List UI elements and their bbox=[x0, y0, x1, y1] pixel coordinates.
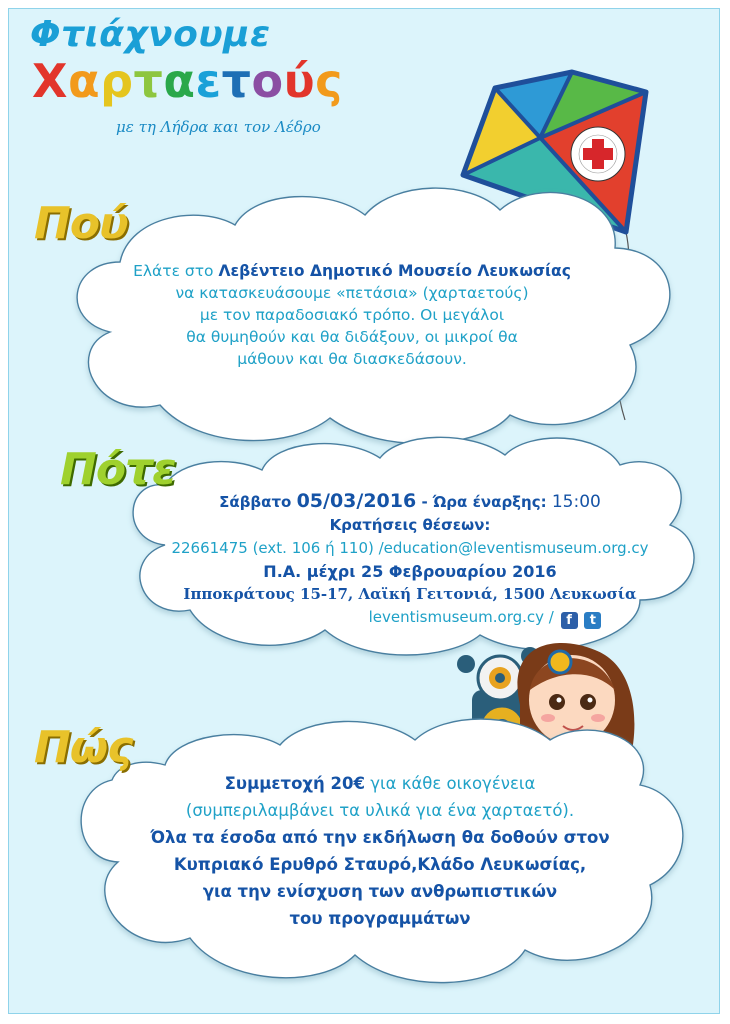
how-line6: του προγραμμάτων bbox=[289, 909, 471, 928]
logo-letter: τ bbox=[221, 54, 252, 108]
logo-letter: ύ bbox=[283, 54, 316, 108]
how-line4: Κυπριακό Ερυθρό Σταυρό,Κλάδο Λευκωσίας, bbox=[173, 855, 587, 874]
logo-letter: ο bbox=[251, 54, 284, 108]
where-text bbox=[112, 260, 592, 370]
how-text bbox=[120, 770, 640, 932]
address: Ιπποκράτους 15-17, Λαϊκή Γειτονιά, 1500 Λευκωσία bbox=[183, 585, 637, 603]
event-date: 05/03/2016 bbox=[296, 490, 417, 512]
booking-deadline: Π.Α. μέχρι 25 Φεβρουαρίου 2016 bbox=[263, 562, 557, 581]
bookings-label: Κρατήσεις θέσεων: bbox=[329, 516, 491, 534]
logo-title-line1: Φτιάχνουμε bbox=[30, 14, 271, 55]
flower-hair-clip-icon bbox=[549, 651, 571, 673]
logo-letter: ρ bbox=[100, 54, 134, 108]
heading-how: Πώς bbox=[34, 722, 133, 773]
website-line bbox=[150, 606, 670, 629]
where-line1: Ελάτε στο Λεβέντειο Δημοτικό Μουσείο Λευκωσίας bbox=[133, 262, 571, 280]
logo-title-line2 bbox=[32, 54, 343, 108]
logo-letter: α bbox=[67, 54, 101, 108]
event-time: 15:00 bbox=[551, 492, 601, 512]
where-line2: να κατασκευάσουμε «πετάσια» (χαρταετούς) bbox=[175, 284, 529, 302]
website-link[interactable]: leventismuseum.org.cy / bbox=[368, 608, 559, 626]
logo-letter: α bbox=[163, 54, 196, 108]
when-date-line: Σάββατο 05/03/2016 - Ώρα έναρξης: 15:00 bbox=[219, 490, 601, 512]
heading-where: Πού bbox=[34, 198, 128, 249]
facebook-icon[interactable]: f bbox=[561, 612, 578, 629]
red-cross-badge bbox=[571, 127, 625, 181]
twitter-icon[interactable]: t bbox=[584, 612, 601, 629]
when-text bbox=[150, 490, 670, 629]
museum-name: Λεβέντειο Δημοτικό Μουσείο Λευκωσίας bbox=[218, 262, 571, 280]
logo-letter: ε bbox=[195, 54, 222, 108]
where-line5: μάθουν και θα διασκεδάσουν. bbox=[237, 350, 467, 368]
where-line4: θα θυμηθούν και θα διδάξουν, οι μικροί θα bbox=[186, 328, 518, 346]
participation-fee: Συμμετοχή 20€ bbox=[224, 774, 365, 793]
how-line3: Όλα τα έσοδα από την εκδήλωση θα δοθούν στον bbox=[150, 828, 610, 847]
heading-when: Πότε bbox=[60, 444, 176, 495]
logo-letter: τ bbox=[133, 54, 164, 108]
logo-letter: Χ bbox=[32, 54, 68, 108]
how-line1: Συμμετοχή 20€ για κάθε οικογένεια bbox=[224, 774, 536, 793]
how-line5: για την ενίσχυση των ανθρωπιστικών bbox=[202, 882, 558, 901]
logo-subtitle: με τη Λήδρα και τον Λέδρο bbox=[116, 118, 321, 136]
logo-letter: ς bbox=[315, 54, 343, 108]
how-line2: (συμπεριλαμβάνει τα υλικά για ένα χαρταετό). bbox=[185, 801, 575, 820]
contact-info: 22661475 (ext. 106 ή 110) /education@leventismuseum.org.cy bbox=[171, 539, 649, 557]
where-line3: με τον παραδοσιακό τρόπο. Οι μεγάλοι bbox=[199, 306, 505, 324]
